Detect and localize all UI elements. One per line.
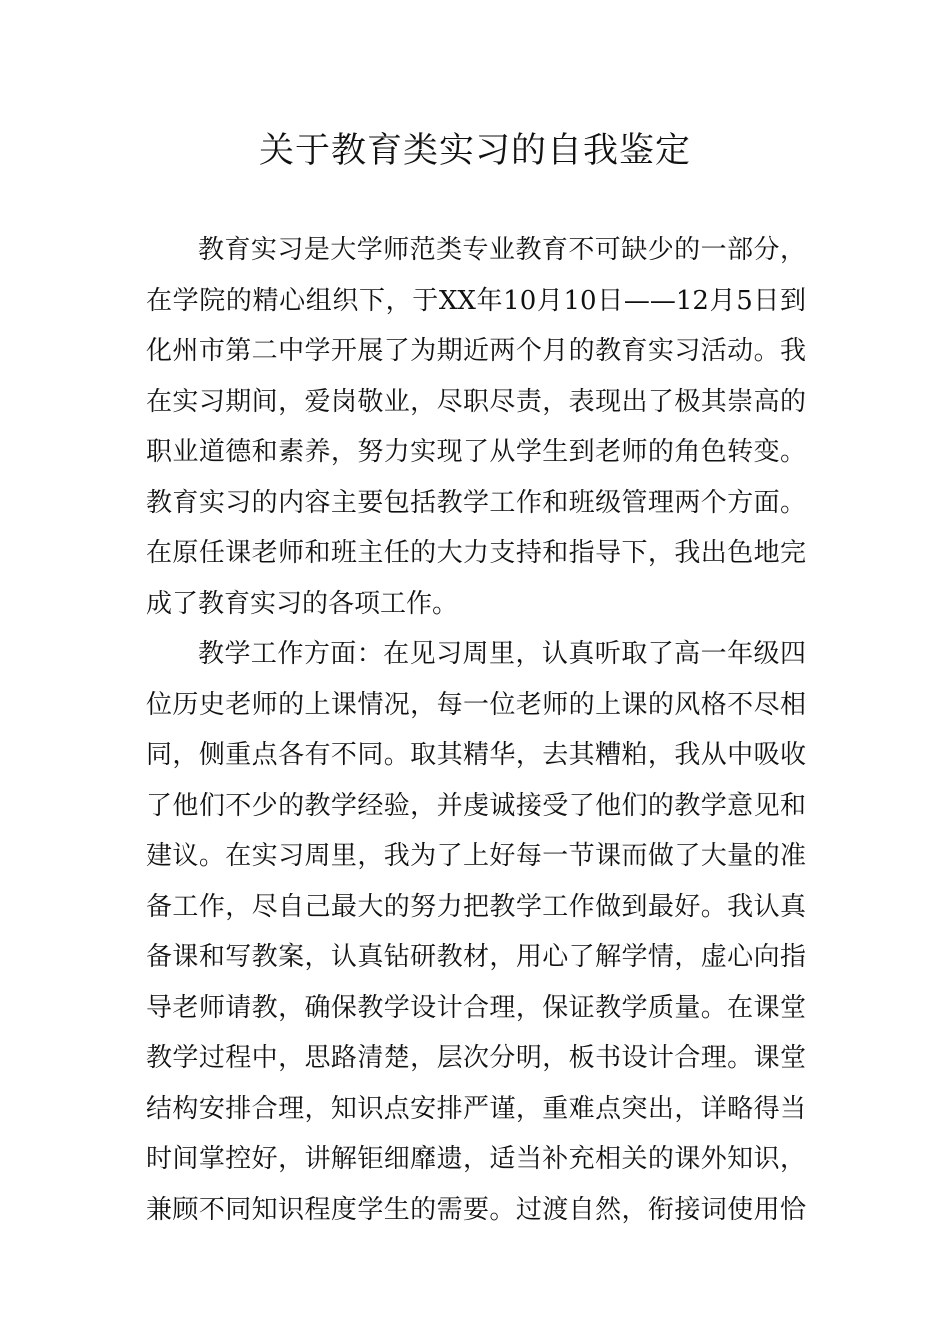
text-line: 位历史老师的上课情况，每一位老师的上课的风格不尽相 (146, 689, 806, 720)
text-line: 教学工作方面：在见习周里，认真听取了高一年级四 (198, 639, 806, 669)
text-line: 在学院的精心组织下，于XX年10月10日——12月5日到 (146, 285, 806, 316)
text-line: 结构安排合理，知识点安排严谨，重难点突出，详略得当 (146, 1093, 806, 1124)
text-line: 教育实习的内容主要包括教学工作和班级管理两个方面。 (146, 487, 806, 518)
text-line: 同，侧重点各有不同。取其精华，去其糟粕，我从中吸收 (146, 740, 806, 770)
document-title: 关于教育类实习的自我鉴定 (258, 131, 691, 171)
text-line: 备工作，尽自己最大的努力把教学工作做到最好。我认真 (146, 891, 806, 922)
text-line: 兼顾不同知识程度学生的需要。过渡自然，衔接词使用恰 (146, 1194, 806, 1225)
text-line: 导老师请教，确保教学设计合理，保证教学质量。在课堂 (146, 992, 806, 1023)
document-body (146, 225, 806, 1235)
text-line: 了他们不少的教学经验，并虔诚接受了他们的教学意见和 (146, 790, 806, 821)
text-line: 成了教育实习的各项工作。 (146, 588, 459, 619)
text-line: 化州市第二中学开展了为期近两个月的教育实习活动。我 (146, 336, 806, 366)
text-line: 时间掌控好，讲解钜细靡遗，适当补充相关的课外知识， (146, 1144, 806, 1174)
text-line: 职业道德和素养，努力实现了从学生到老师的角色转变。 (146, 437, 806, 467)
text-line: 建议。在实习周里，我为了上好每一节课而做了大量的准 (146, 841, 806, 871)
text-line: 在原任课老师和班主任的大力支持和指导下，我出色地完 (146, 538, 806, 568)
text-line: 教育实习是大学师范类专业教育不可缺少的一部分， (198, 235, 806, 265)
text-line: 教学过程中，思路清楚，层次分明，板书设计合理。课堂 (146, 1043, 806, 1073)
text-line: 备课和写教案，认真钻研教材，用心了解学情，虚心向指 (146, 942, 806, 972)
text-line: 在实习期间，爱岗敬业，尽职尽责，表现出了极其崇高的 (146, 386, 806, 417)
